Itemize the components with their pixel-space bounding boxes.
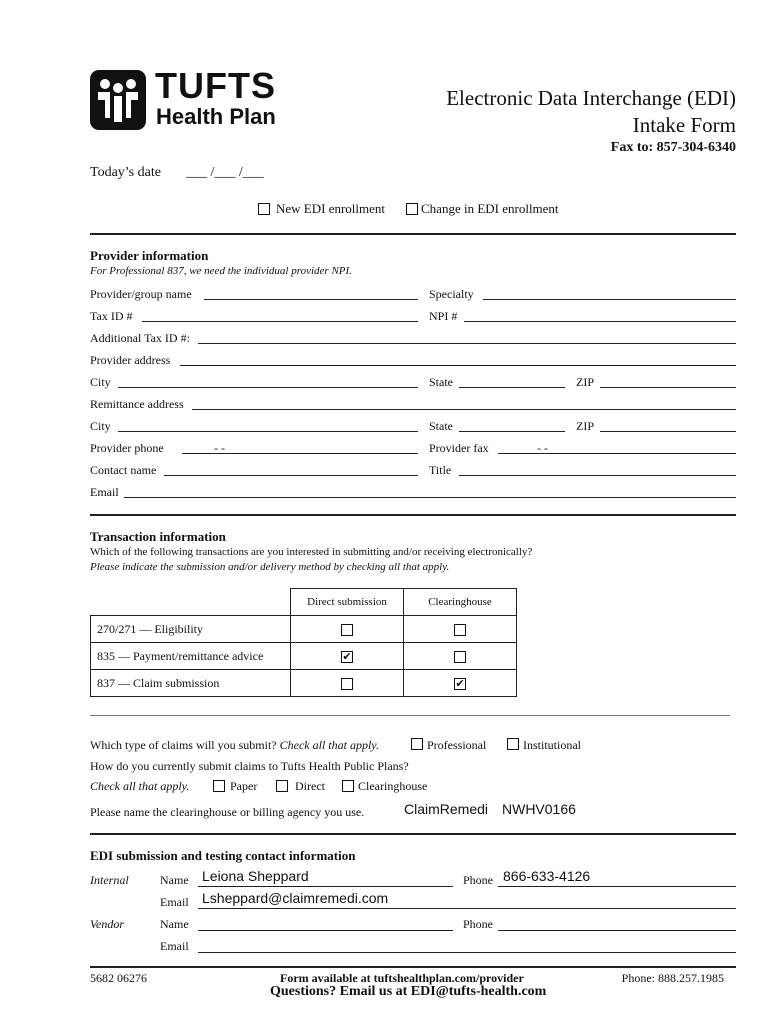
paper-checkbox[interactable]: [213, 780, 225, 792]
row-label: 837 — Claim submission: [91, 670, 291, 697]
submission-method-hint: Check all that apply.: [90, 779, 190, 793]
remittance-label: Remittance address: [90, 397, 184, 411]
provider-fax-field[interactable]: [498, 453, 736, 454]
provider-address-label: Provider address: [90, 353, 171, 367]
divider: [90, 514, 736, 516]
provider-address-field[interactable]: [180, 365, 736, 366]
specialty-field[interactable]: [483, 299, 736, 300]
specialty-label: Specialty: [429, 287, 474, 301]
internal-phone-label: Phone: [463, 873, 493, 887]
tax-id-field[interactable]: [142, 321, 418, 322]
clearing-837-checkbox[interactable]: ✔: [455, 676, 465, 690]
state2-field[interactable]: [459, 431, 565, 432]
claims-type-question: Which type of claims will you submit? Check all that apply.: [90, 738, 379, 752]
remittance-field[interactable]: [192, 409, 736, 410]
internal-email-field[interactable]: [198, 908, 736, 909]
col-clearinghouse: Clearinghouse: [404, 589, 517, 616]
state-label: State: [429, 375, 453, 389]
internal-name-value[interactable]: Leiona Sheppard: [202, 868, 309, 884]
group-name-label: Provider/group name: [90, 287, 192, 301]
separator-line: [90, 715, 730, 716]
agency-id-value[interactable]: NWHV0166: [502, 801, 576, 817]
form-title-line1: Electronic Data Interchange (EDI): [446, 86, 736, 110]
submission-method-question: How do you currently submit claims to Tufts Health Public Plans?: [90, 759, 409, 773]
transaction-heading: Transaction information: [90, 529, 226, 544]
provider-fax-label: Provider fax: [429, 441, 489, 455]
internal-email-label: Email: [160, 895, 189, 909]
internal-label: Internal: [90, 873, 129, 887]
form-title-line2: Intake Form: [632, 113, 736, 137]
fax-dashes: - -: [537, 441, 548, 455]
divider: [90, 833, 736, 835]
agency-question: Please name the clearinghouse or billing agency you use.: [90, 805, 365, 819]
contact-name-label: Contact name: [90, 463, 157, 477]
title-label: Title: [429, 463, 452, 477]
zip2-field[interactable]: [600, 431, 736, 432]
clearing-270-checkbox[interactable]: [454, 624, 466, 636]
phone-dashes: - -: [214, 441, 225, 455]
agency-name-value[interactable]: ClaimRemedi: [404, 801, 489, 817]
vendor-name-label: Name: [160, 917, 189, 931]
city2-field[interactable]: [118, 431, 418, 432]
footer-phone: Phone: 888.257.1985: [621, 971, 724, 985]
institutional-label: Institutional: [523, 738, 581, 752]
paper-label: Paper: [230, 779, 258, 793]
fax-number: Fax to: 857-304-6340: [610, 140, 736, 155]
table-row: [91, 616, 517, 643]
internal-phone-field[interactable]: [498, 886, 736, 887]
direct-837-checkbox[interactable]: [341, 678, 353, 690]
table-row: [91, 643, 517, 670]
footer-available: Form available at tuftshealthplan.com/provider: [280, 971, 524, 985]
divider: [90, 233, 736, 235]
city2-label: City: [90, 419, 111, 433]
internal-phone-value[interactable]: 866-633-4126: [503, 868, 591, 884]
vendor-email-label: Email: [160, 939, 189, 953]
table-header-row: [91, 589, 517, 616]
internal-name-field[interactable]: [198, 886, 453, 887]
state-field[interactable]: [459, 387, 565, 388]
logo-mark: [90, 70, 146, 130]
group-name-field[interactable]: [204, 299, 418, 300]
clearing-835-checkbox[interactable]: [454, 651, 466, 663]
internal-email-value[interactable]: Lsheppard@claimremedi.com: [202, 890, 389, 906]
email-field[interactable]: [124, 497, 736, 498]
table-row: [91, 670, 517, 697]
transaction-table: [90, 588, 517, 697]
internal-name-label: Name: [160, 873, 189, 887]
vendor-phone-field[interactable]: [498, 930, 736, 931]
provider-heading: Provider information: [90, 248, 209, 263]
vendor-phone-label: Phone: [463, 917, 493, 931]
vendor-email-field[interactable]: [198, 952, 736, 953]
npi-field[interactable]: [464, 321, 736, 322]
logo-word-health-plan: Health Plan: [156, 104, 276, 129]
transaction-instruction: Please indicate the submission and/or delivery method by checking all that apply.: [90, 561, 450, 573]
additional-tax-label: Additional Tax ID #:: [90, 331, 190, 345]
transaction-question: Which of the following transactions are you interested in submitting and/or receiving electronically?: [90, 546, 533, 558]
provider-note: For Professional 837, we need the individual provider NPI.: [90, 265, 352, 277]
additional-tax-field[interactable]: [198, 343, 736, 344]
col-direct-submission: Direct submission: [291, 589, 404, 616]
direct-checkbox[interactable]: [276, 780, 288, 792]
vendor-name-field[interactable]: [198, 930, 453, 931]
zip-field[interactable]: [600, 387, 736, 388]
direct-label: Direct: [295, 779, 325, 793]
city-field[interactable]: [118, 387, 418, 388]
clearinghouse-label: Clearinghouse: [358, 779, 428, 793]
vendor-label: Vendor: [90, 917, 124, 931]
email-label: Email: [90, 485, 119, 499]
tax-id-label: Tax ID #: [90, 309, 133, 323]
zip-label: ZIP: [576, 375, 594, 389]
professional-checkbox[interactable]: [411, 738, 423, 750]
row-label: 835 — Payment/remittance advice: [91, 643, 291, 670]
zip2-label: ZIP: [576, 419, 594, 433]
date-label: Today’s date: [90, 165, 161, 180]
new-enrollment-checkbox[interactable]: [258, 203, 270, 215]
state2-label: State: [429, 419, 453, 433]
people-icon: [90, 70, 146, 130]
direct-270-checkbox[interactable]: [341, 624, 353, 636]
npi-label: NPI #: [429, 309, 458, 323]
change-enrollment-checkbox[interactable]: [406, 203, 418, 215]
footer-questions: Questions? Email us at EDI@tufts-health.com: [270, 984, 547, 999]
clearinghouse-checkbox[interactable]: [342, 780, 354, 792]
title-field[interactable]: [459, 475, 736, 476]
direct-835-checkbox[interactable]: ✔: [342, 649, 352, 663]
city-label: City: [90, 375, 111, 389]
row-label: 270/271 — Eligibility: [91, 616, 291, 643]
institutional-checkbox[interactable]: [507, 738, 519, 750]
footer-doc-id: 5682 06276: [90, 971, 147, 985]
divider: [90, 966, 736, 968]
date-field[interactable]: ___ /___ /___: [186, 165, 264, 180]
provider-phone-label: Provider phone: [90, 441, 164, 455]
contacts-heading: EDI submission and testing contact information: [90, 848, 356, 863]
logo-word-tufts: TUFTS: [155, 65, 276, 106]
contact-name-field[interactable]: [164, 475, 418, 476]
professional-label: Professional: [427, 738, 487, 752]
new-enrollment-label: New EDI enrollment: [276, 201, 386, 216]
change-enrollment-label: Change in EDI enrollment: [421, 201, 559, 216]
